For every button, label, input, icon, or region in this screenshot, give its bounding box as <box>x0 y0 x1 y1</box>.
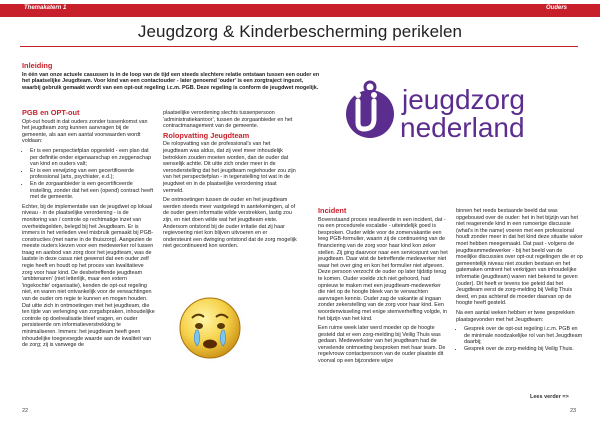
column-4 <box>456 208 584 355</box>
logo-text-line-2: nederland <box>400 112 525 143</box>
col2-paragraph-2: De rolopvatting van de professional's van het jeugdteam was aldus, dat zij veel meer inhoudelijk betrokken zouden moeten worden, dan de ouder dat wenselijk achtte. Dit uitte zich onder meer in de veronderstelling dat het jeugdteam regiehouder zou zijn van het perspectiefplan - in tegenstelling tot wat in de jeugdwet en in de plaatselijke verordening staat vermeld. <box>163 141 296 194</box>
col2-paragraph-3: De ontmoetingen tussen de ouder en het jeugdteam werden steeds meer vastgelegd in aantekeningen, al of de ouder geen informatie wilde verstrekken, lastig zou zijn, en niet doen wilde wat het jeugdteam eiste. Andersom ontstond bij de ouder irritatie dat zij haar regievoering niet kon blijven uitvoeren en er ondersteunt een dwinging ontstond dat de zorg mogelijk niet gecontinueerd kon worden. <box>163 197 297 250</box>
pgb-paragraph-1: Opt-out houdt in dat ouders zonder tussenkomst van het jeugdteam zorg kunnen aanvragen bij de gemeente, als aan een aantal voorwaarden wordt voldaan: <box>22 118 148 145</box>
list-item: • Gesprek over de opt-out regeling i.c.m. PGB en de minimale noodzakelijke rol van het Jeugdteam daarbij; <box>464 326 584 346</box>
logo-text-line-1: jeugdzorg <box>402 84 525 115</box>
list-item: • Er is een perspectiefplan opgesteld - een plan dat per definitie onder eigenaarschap en zeggenschap van kind en ouders valt; <box>30 148 155 168</box>
page-title: Jeugdzorg & Kinderbescherming perikelen <box>137 22 463 41</box>
pgb-paragraph-2: Echter, bij de implementatie van de jeugdwet op lokaal niveau - in de plaatselijke verordening - is de monitoring van / controle op rechtmatige inzet van overheidsgelden, belegd bij het Jeugdteam. Er is immers in het verleden veel misbruik gemaakt bij PGB-constructies (met name in de thuiszorg). Aangezien de meeste ouders kiezen voor een medewerker rol tussen traag en aanbod van zorg door het jeugdteam, was de laatste in deze casus niet gewenst dat een ouder zelf regie heeft en houdt op het proces van kwalitatieve zorg voor haar kind. De desbetreffende jeugdteam 'ambtenaren' (niet letterlijk, maar een extern 'ingekochte' organisatie), kenden de opt-out regeling niet, en waren niet ontvankelijk voor de verwachtingen van de ouder om regie te kunnen en mogen houden. Dat uitte zich in ontmoetingen met het jeugdteam, die ten tijde van verlenging van zorgafspraken, inhoudelijke controle op doelrealisatie bleef vragen, en ouder persisteerde om informatieverstrekking te minimaliseren. Immers: het jeugdteam heeft geen inhoudelijke toegevoegde waarde aan de kwaliteit van de zorg; zij is vanwege de <box>22 203 155 349</box>
pgb-heading: PGB en OPT-out <box>22 108 80 117</box>
title-rule <box>20 46 578 47</box>
list-item: • Gesprek over de zorg-melding bij Veilig Thuis. <box>464 346 584 353</box>
col4-bullet-list <box>456 326 584 352</box>
intro-heading: Inleiding <box>22 61 53 70</box>
incident-paragraph-1: Bovenstaand proces resulteerde in een incident, dat - na een procedurele escalatie - uiteindelijk goed is besproken. Ouder wilde voor de zomervakantie een leeg PGB-formulier, waarin zij de continuering van de financiering van de zorg voor haar kind kon zeker stellen. Zij ging daarvoor naar een servicepunt van het jeugdteam. Daar wist de betreffende medewerker niet waar het over ging en kon het formulier niet afgeven. Deze persoon verzocht de ouder op later tijdstip terug te komen. Ouder voelde zich niet gehoord, had opnieuw te maken met een jeugdteam-medewerker die niet op de hoogte bleek van te verwachten aanvragen kennis. Ouder zag de vakantie al ingaan zonder zekerstelling van de zorg voor haar kind. Een woordenwisseling met enige stemverheffing volgde, in het bijzijn van het kind. <box>318 216 448 322</box>
read-more-link[interactable]: Lees verder => <box>530 394 569 400</box>
col4-paragraph-1: binnen het reeds bestaande beeld dat was opgebouwd over de ouder: het in het bijzijn van het niet reagerende kind in een rumoerige discussie (what's in the name) voeren met een professional houdt zonder meer in dat het kind deze situatie vaker moet hebben meegemaakt. Dat past - volgens de jeugdteammedewerker - bij het beeld van de moeilijke discussies over opt-out regelingen die er op gemeentelijk niveau niet zouden bestaan en het gatemaken omtrent het verkrijgen van inhoudelijke informatie (jeugdteam) waren niet bekend te geven (ouder). Dit heeft er tevens toe geleid dat het Jeugdteam eerst de zorg-melding bij Veilig Thuis deed, en pas achteraf de moeder daarvan op de hoogte heeft gesteld. <box>456 208 583 307</box>
list-item: • En de zorgaanbieder is een gecertificeerde instelling, zonder dat het een (opend) contract heeft met de gemeente. <box>30 181 155 201</box>
column-3 <box>318 208 448 368</box>
column-1 <box>22 110 155 352</box>
crying-face-image <box>170 290 250 366</box>
incident-heading: Incident <box>318 206 347 215</box>
list-item: • Er is een verwijzing van een gecertificeerde professional (arts, psychiater, e.d.); <box>30 168 155 181</box>
incident-paragraph-2: Een ruime week later werd moeder op de hoogte gesteld dat er een zorg-melding bij Veilig Thuis was gedaan. Medewerkster van het jeugdteam had de vervelende ontmoeting besproken met haar team. De regelvrouw contactpersoon van de ouder plaatste dit voorval op een bijzondere wijze <box>318 325 446 365</box>
pgb-bullet-list <box>22 148 155 201</box>
col4-paragraph-2: Na een aantal weken hebben er twee gesprekken plaatsgevonden met het Jeugdteam: <box>456 309 575 323</box>
intro-block <box>22 63 322 94</box>
column-2 <box>163 110 297 253</box>
section-tab-left: Themakatern 1 <box>24 5 67 11</box>
jeugdzorg-nederland-logo <box>340 79 572 143</box>
rolopvatting-heading: Rolopvatting Jeugdteam <box>163 130 250 140</box>
page-number-left: 22 <box>22 408 29 414</box>
intro-text: In één van onze actuele casussen is in de loop van de tijd een steeds slechtere relatie ontstaan tussen een ouder en het plaatselijke Jeugdteam. Voor kind van een contactouder - later genoemd 'ouder' is een zorgtraject ingezet, waarbij gebruik gemaakt wordt van een opt-out regeling i.c.m. PGB. Deze regeling is conform de jeugdwet mogelijk. <box>22 71 320 91</box>
page-number-right: 23 <box>570 408 577 414</box>
col2-paragraph-1: plaatselijke verordening slechts tussenpersoon 'administratiekantoor', tussen de zorgaanbieder en het contractmanagement van de gemeente. <box>163 110 293 130</box>
section-tab-right: Ouders <box>546 5 568 11</box>
